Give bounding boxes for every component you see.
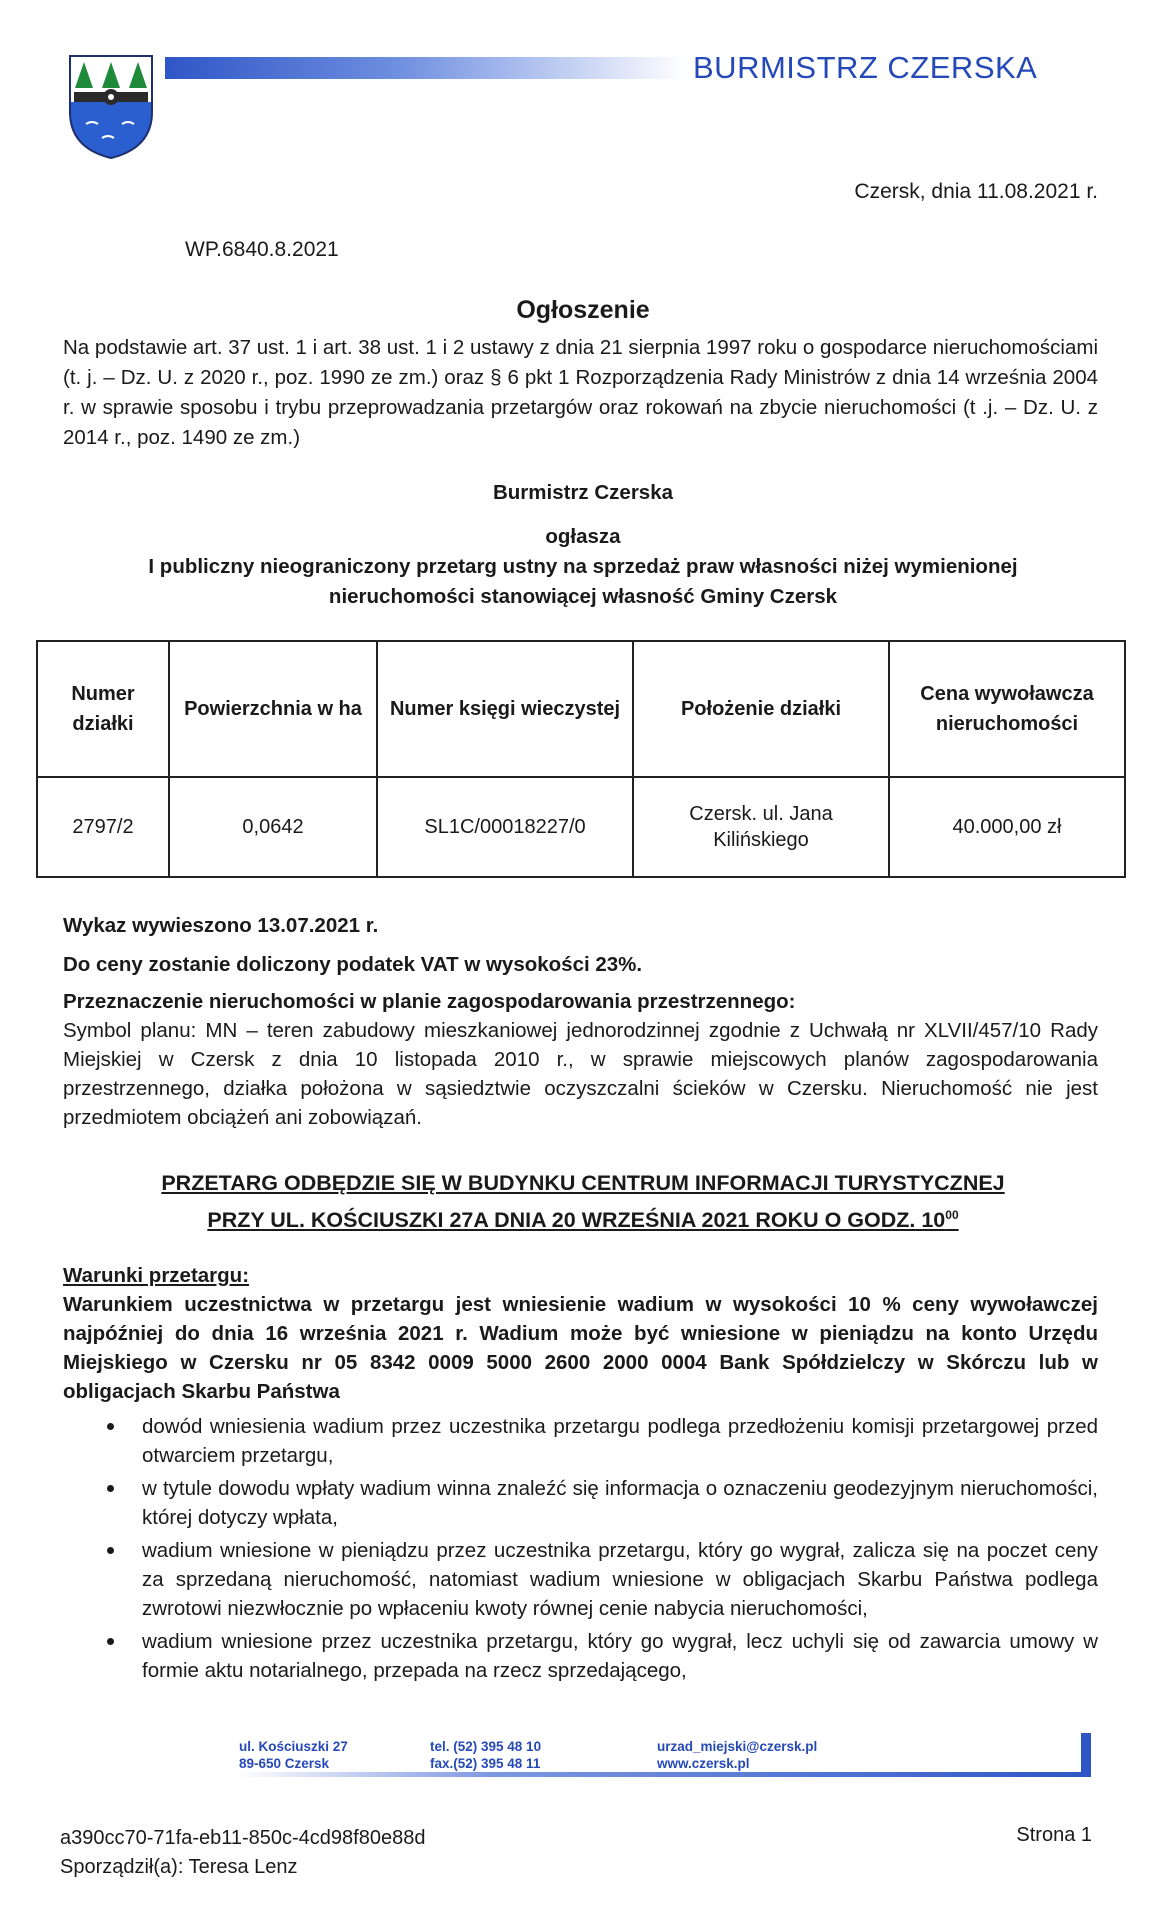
venue-line-1: PRZETARG ODBĘDZIE SIĘ W BUDYNKU CENTRUM INFORMACJI TURYSTYCZNEJ [161, 1171, 1005, 1195]
bullet-icon [107, 1485, 114, 1492]
header-bar [165, 57, 685, 79]
list-item-text: wadium wniesione przez uczestnika przetargu, który go wygrał, lecz uchyli się od zawarcia umowy w formie aktu notarialnego, przepada na rzecz sprzedającego, [142, 1630, 1098, 1682]
venue-line-2-text: PRZY UL. KOŚCIUSZKI 27A DNIA 20 WRZEŚNIA 2021 ROKU O GODZ. 10 [207, 1208, 946, 1233]
posted-note: Wykaz wywieszono 13.07.2021 r. [63, 914, 379, 937]
bullet-icon [107, 1547, 114, 1554]
list-item-text: dowód wniesienia wadium przez uczestnika przetargu podlega przedłożeniu komisji przetargowej przed otwarciem przetargu, [142, 1415, 1098, 1467]
footer-bar [237, 1772, 1087, 1777]
footer-fax: fax.(52) 395 48 11 [430, 1756, 541, 1771]
table-header: Powierzchnia w ha [169, 641, 377, 777]
purpose-text: Symbol planu: MN – teren zabudowy mieszkaniowej jednorodzinnej zgodnie z Uchwałą nr XLVII/457/10 Rady Miejskiej w Czersk z dnia 10 listopada 2010 r., w sprawie miejscowych planów zagospodarowania przestrzennego, działka położona w sąsiedztwie oczyszczalni ścieków w Czersku. Nieruchomość nie jest przedmiotem obciążeń ani zobowiązań. [63, 1019, 1098, 1129]
starting-price: 40.000,00 zł [889, 777, 1125, 877]
coat-of-arms-icon [66, 52, 156, 160]
table-header: Numer działki [37, 641, 169, 777]
list-item-text: wadium wniesione w pieniądzu przez uczestnika przetargu, który go wygrał, zalicza się na poczet ceny za sprzedaną nieruchomość, natomiast wadium wniesione w obligacjach Skarbu Państwa podlega zwrotowi niezwłocznie po wpłaceniu kwoty równej cenie nabycia nieruchomości, [142, 1539, 1098, 1620]
table-row [37, 777, 1125, 877]
plot-area: 0,0642 [169, 777, 377, 877]
document-title: Ogłoszenie [516, 296, 650, 324]
bullet-icon [107, 1423, 114, 1430]
footer-website[interactable]: www.czersk.pl [657, 1756, 750, 1771]
document-meta [60, 1824, 425, 1882]
list-item [63, 1412, 1098, 1470]
venue-time-minutes: 00 [945, 1208, 959, 1222]
purpose-heading: Przeznaczenie nieruchomości w planie zagospodarowania przestrzennego: [63, 990, 796, 1013]
list-item-text: w tytule dowodu wpłaty wadium winna znaleźć się informacja o oznaczeniu geodezyjnym nieruchomości, której dotyczy wpłata, [142, 1477, 1098, 1529]
footer-phones [430, 1738, 541, 1772]
plot-number: 2797/2 [37, 777, 169, 877]
land-register-number: SL1C/00018227/0 [377, 777, 633, 877]
footer-postcode: 89-650 Czersk [239, 1756, 330, 1771]
footer-email[interactable]: urzad_miejski@czersk.pl [657, 1739, 818, 1754]
page-number: Strona 1 [1016, 1824, 1092, 1846]
announces-label: ogłasza [545, 525, 621, 548]
reference-number: WP.6840.8.2021 [185, 238, 339, 261]
footer-street: ul. Kościuszki 27 [239, 1739, 348, 1754]
conditions-heading: Warunki przetargu: [63, 1264, 250, 1287]
subject-line-1: I publiczny nieograniczony przetarg ustny na sprzedaż praw własności niżej wymienionej [148, 555, 1018, 578]
document-id: a390cc70-71fa-eb11-850c-4cd98f80e88d [60, 1827, 426, 1849]
list-item [63, 1474, 1098, 1532]
bullet-icon [107, 1638, 114, 1645]
issuer: Burmistrz Czerska [492, 481, 673, 504]
prepared-by: Sporządził(a): Teresa Lenz [60, 1856, 298, 1878]
table-header-row [37, 641, 1125, 777]
vat-note: Do ceny zostanie doliczony podatek VAT w wysokości 23%. [63, 953, 643, 976]
list-item [63, 1536, 1098, 1623]
table-header: Położenie działki [633, 641, 889, 777]
property-table [36, 640, 1126, 878]
footer-tel: tel. (52) 395 48 10 [430, 1739, 542, 1754]
plot-location: Czersk. ul. Jana Kilińskiego [633, 777, 889, 877]
subject-line-2: nieruchomości stanowiącej własność Gminy Czersk [328, 585, 838, 608]
header-title: BURMISTRZ CZERSKA [693, 50, 1038, 85]
place-date: Czersk, dnia 11.08.2021 r. [854, 180, 1098, 203]
table-header: Cena wywoławcza nieruchomości [889, 641, 1125, 777]
conditions-intro: Warunkiem uczestnictwa w przetargu jest wniesienie wadium w wysokości 10 % ceny wywoławczej najpóźniej do dnia 16 września 2021 r. Wadium może być wniesione w pieniądzu na konto Urzędu Miejskiego w Czersku nr 05 8342 0009 5000 2600 2000 0004 Bank Spółdzielczy w Skórczu lub w obligacjach Skarbu Państwa [63, 1293, 1098, 1403]
footer-contact [657, 1738, 817, 1772]
legal-basis-paragraph: Na podstawie art. 37 ust. 1 i art. 38 ust. 1 i 2 ustawy z dnia 21 sierpnia 1997 roku o gospodarce nieruchomościami (t. j. – Dz. U. z 2020 r., poz. 1990 ze zm.) oraz § 6 pkt 1 Rozporządzenia Rady Ministrów z dnia 14 września 2004 r. w sprawie sposobu i trybu przeprowadzania przetargów oraz rokowań na zbycie nieruchomości (t .j. – Dz. U. z 2014 r., poz. 1490 ze zm.) [63, 336, 1098, 449]
footer-vertical-bar [1081, 1733, 1091, 1777]
conditions-list [63, 1412, 1098, 1689]
footer-address [239, 1738, 348, 1772]
list-item [63, 1627, 1098, 1685]
venue-line-2 [60, 1200, 1106, 1235]
table-header: Numer księgi wieczystej [377, 641, 633, 777]
